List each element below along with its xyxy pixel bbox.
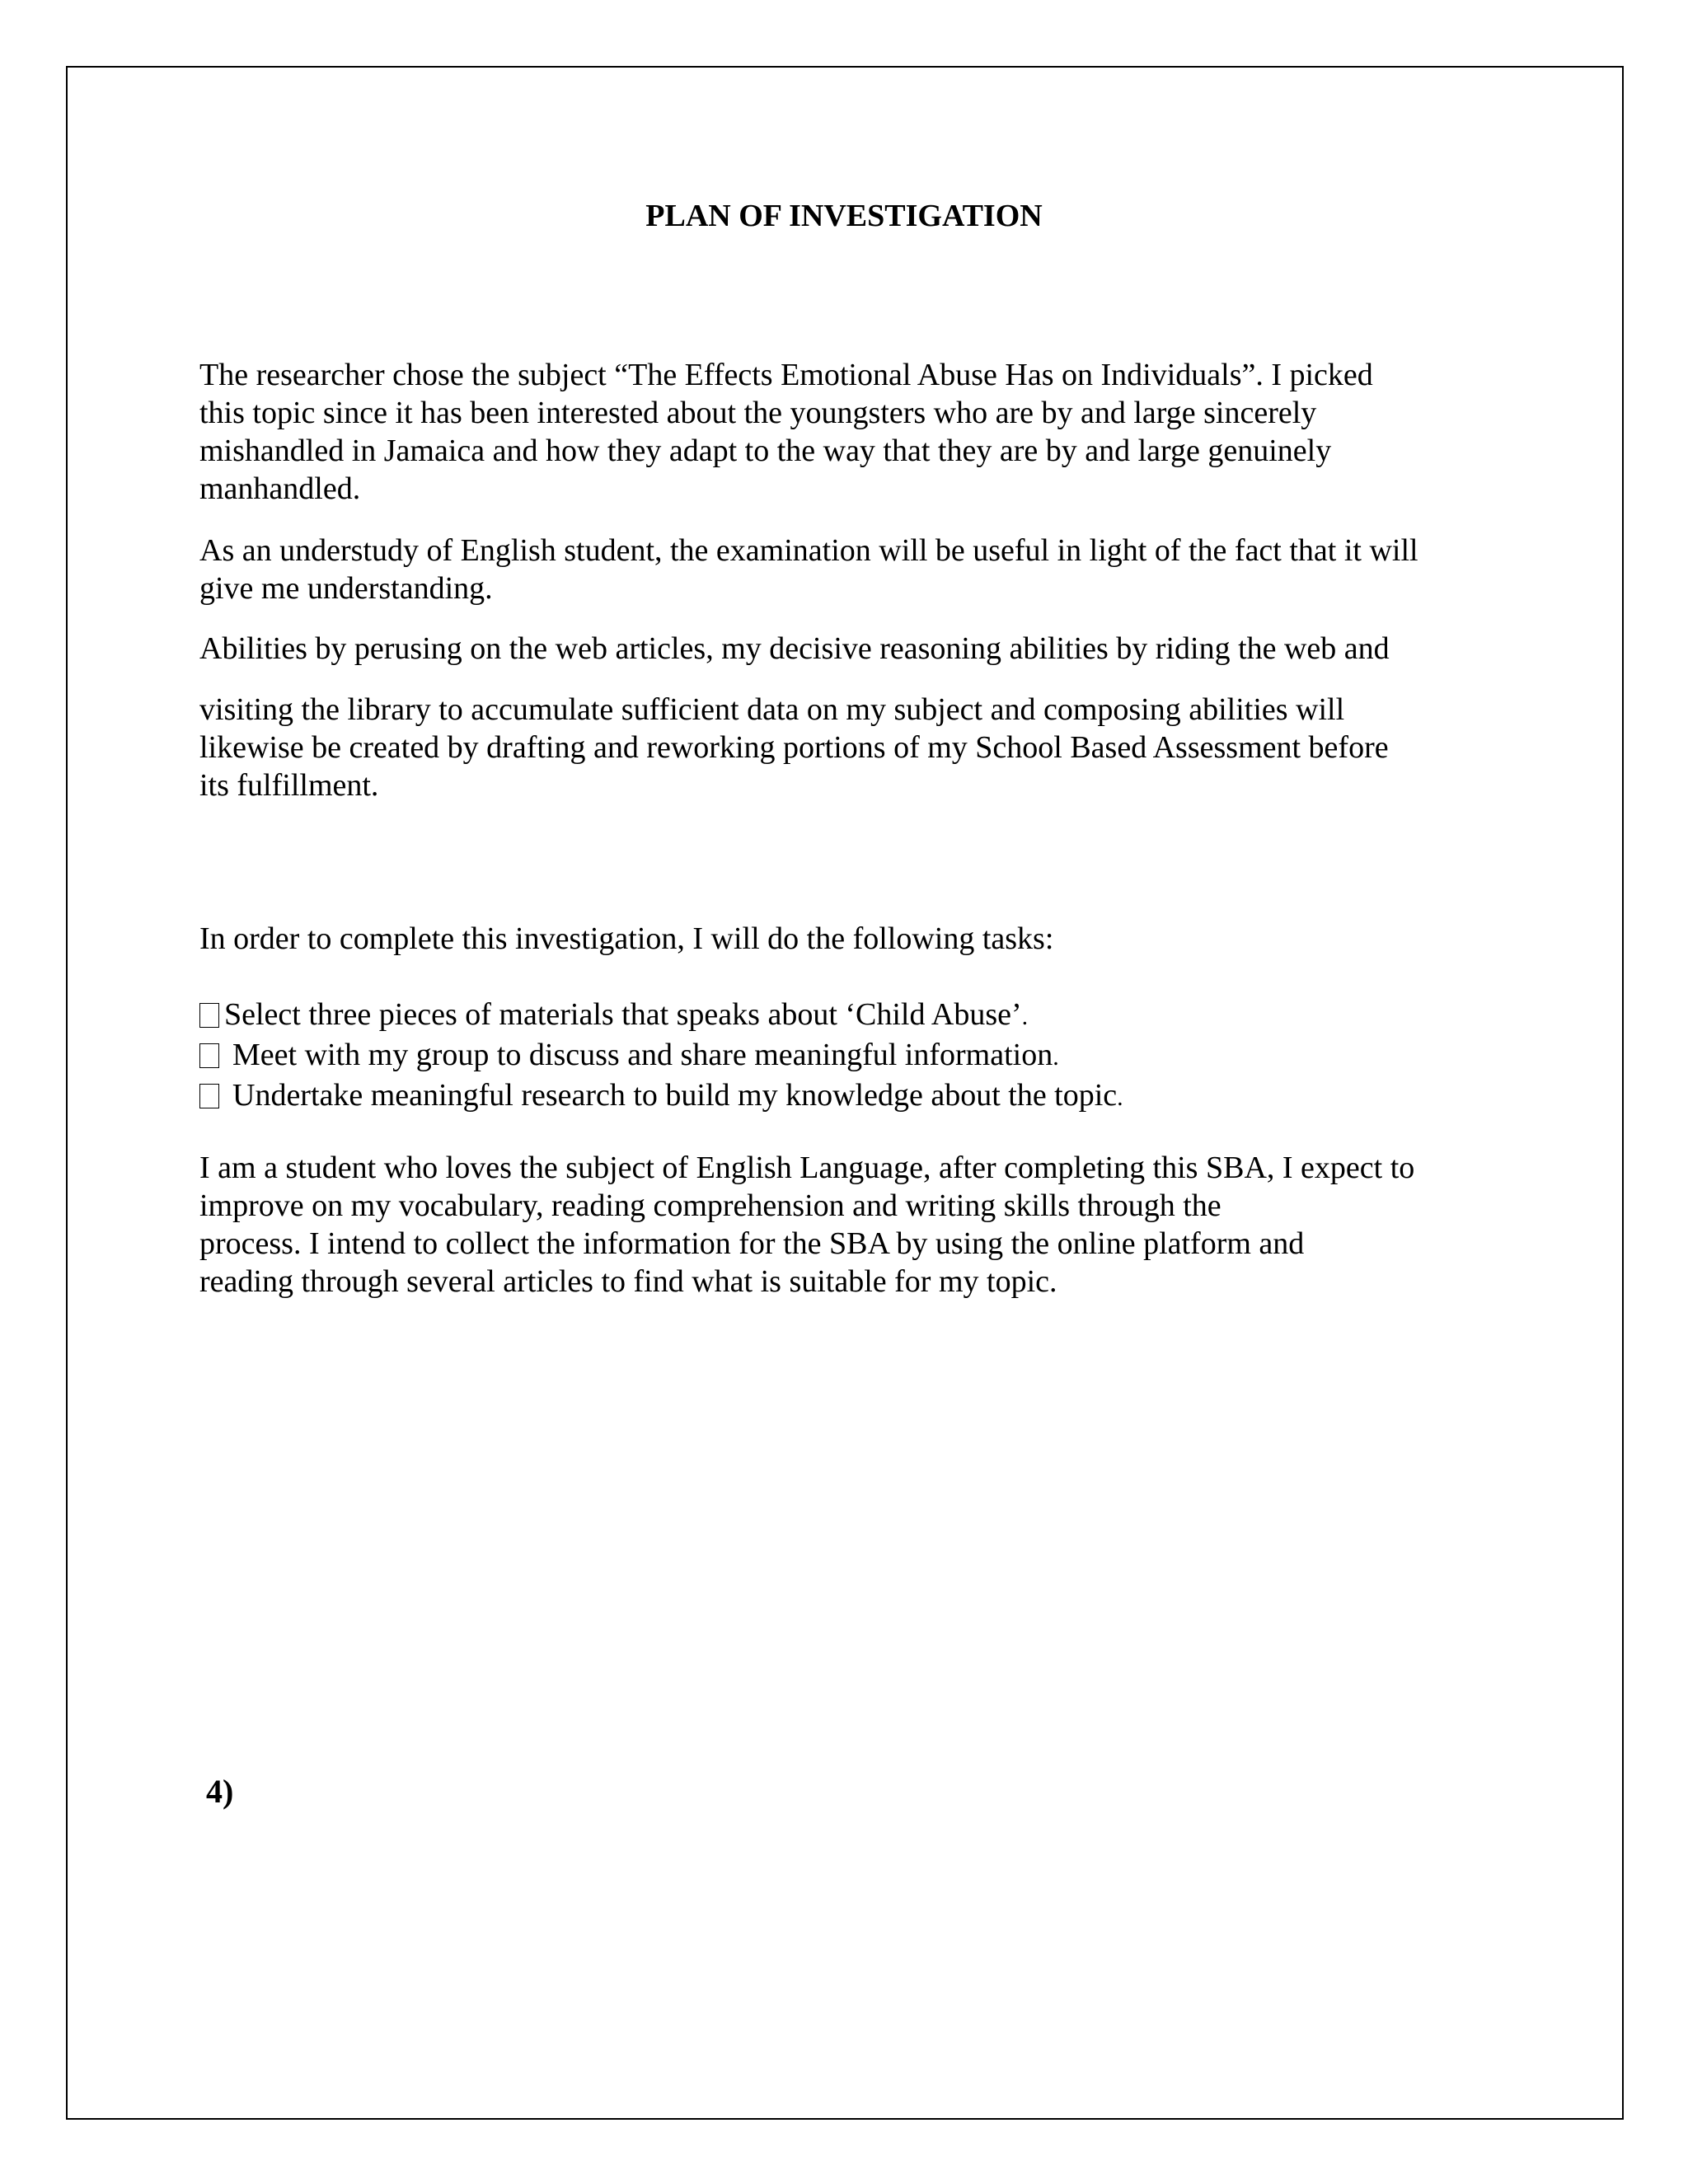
paragraph-line: Abilities by perusing on the web articles, my decisive reasoning abilities by riding the web and [199, 631, 1390, 666]
paragraph-line: its fulfillment. [199, 768, 379, 803]
paragraph-line: this topic since it has been interested about the youngsters who are by and large sincerely [199, 396, 1317, 430]
paragraph-line: process. I intend to collect the information for the SBA by using the online platform and [199, 1226, 1305, 1261]
tasks-intro-text: In order to complete this investigation, I will do the following tasks: [199, 921, 1054, 956]
paragraph-line: mishandled in Jamaica and how they adapt to the way that they are by and large genuinely [199, 434, 1332, 468]
bullet-box-icon [199, 1043, 219, 1068]
paragraph-line: visiting the library to accumulate sufficient data on my subject and composing abilities will [199, 692, 1345, 727]
task-end: . [1117, 1084, 1123, 1111]
paragraph-line: As an understudy of English student, the examination will be useful in light of the fact that it will [199, 533, 1418, 568]
bullet-box-icon [199, 1084, 219, 1108]
paragraph-subject [199, 356, 1373, 508]
paragraph-line: likewise be created by drafting and reworking portions of my School Based Assessment before [199, 730, 1389, 765]
document-title: PLAN OF INVESTIGATION [645, 199, 1043, 233]
task-end: . [1053, 1043, 1059, 1071]
page-number: 4) [206, 1773, 234, 1810]
paragraph-line: reading through several articles to find what is suitable for my topic. [199, 1264, 1057, 1299]
paragraph-line: I am a student who loves the subject of English Language, after completing this SBA, I expect to [199, 1151, 1415, 1185]
bullet-box-icon [199, 1003, 219, 1028]
paragraph-abilities [199, 630, 1390, 668]
paragraph-understudy [199, 532, 1418, 607]
task-item [199, 996, 1123, 1036]
task-text: Undertake meaningful research to build my knowledge about the topic [232, 1078, 1118, 1113]
task-text: Select three pieces of materials that speaks about ‘Child Abuse’ [224, 997, 1022, 1032]
tasks-intro [199, 920, 1053, 958]
task-item [199, 1036, 1123, 1076]
task-list [199, 996, 1123, 1117]
paragraph-line: improve on my vocabulary, reading comprehension and writing skills through the [199, 1188, 1221, 1223]
paragraph-student [199, 1149, 1414, 1301]
paragraph-line: The researcher chose the subject “The Effects Emotional Abuse Has on Individuals”. I picked [199, 358, 1373, 392]
paragraph-line: give me understanding. [199, 571, 493, 606]
paragraph-line: manhandled. [199, 471, 361, 506]
task-text: Meet with my group to discuss and share meaningful information [232, 1038, 1053, 1072]
task-end: . [1021, 1003, 1029, 1030]
task-item [199, 1076, 1123, 1117]
paragraph-library [199, 691, 1389, 804]
